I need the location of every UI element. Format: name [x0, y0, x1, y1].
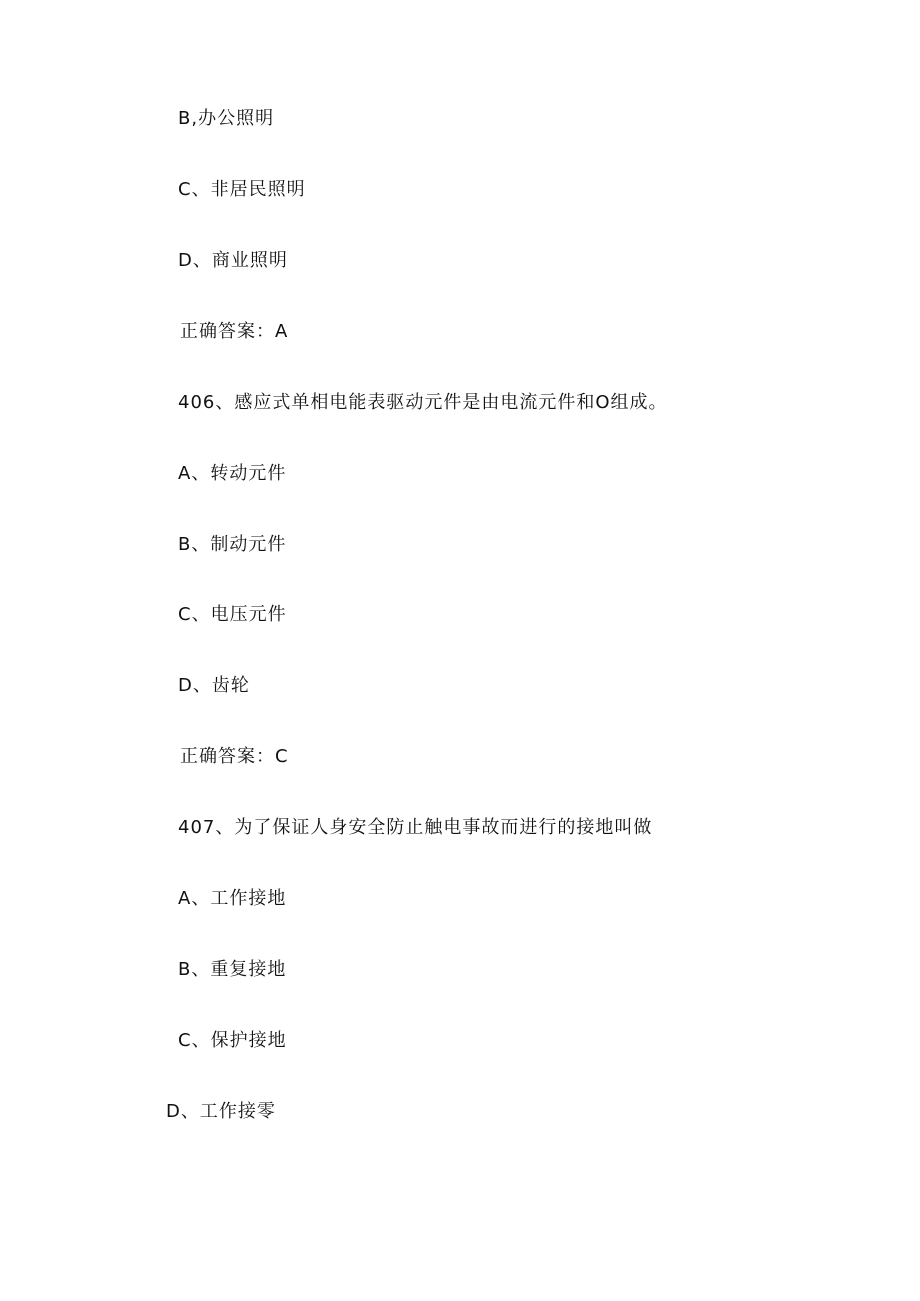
question-407: 407、为了保证人身安全防止触电事故而进行的接地叫做 — [178, 817, 653, 838]
option-b-q405: B,办公照明 — [178, 108, 275, 129]
answer-q406: 正确答案：C — [180, 746, 289, 767]
option-a-q407: A、工作接地 — [178, 888, 287, 909]
option-a-q406: A、转动元件 — [178, 463, 287, 484]
answer-q405: 正确答案：A — [180, 321, 289, 342]
option-c-q407: C、保护接地 — [178, 1030, 287, 1051]
option-c-q405: C、非居民照明 — [178, 179, 306, 200]
option-b-q407: B、重复接地 — [178, 959, 287, 980]
option-d-q407: D、工作接零 — [166, 1101, 276, 1122]
option-d-q406: D、齿轮 — [178, 675, 250, 696]
option-b-q406: B、制动元件 — [178, 534, 287, 555]
option-c-q406: C、电压元件 — [178, 604, 287, 625]
question-406: 406、感应式单相电能表驱动元件是由电流元件和O组成。 — [178, 392, 668, 413]
option-d-q405: D、商业照明 — [178, 250, 288, 271]
